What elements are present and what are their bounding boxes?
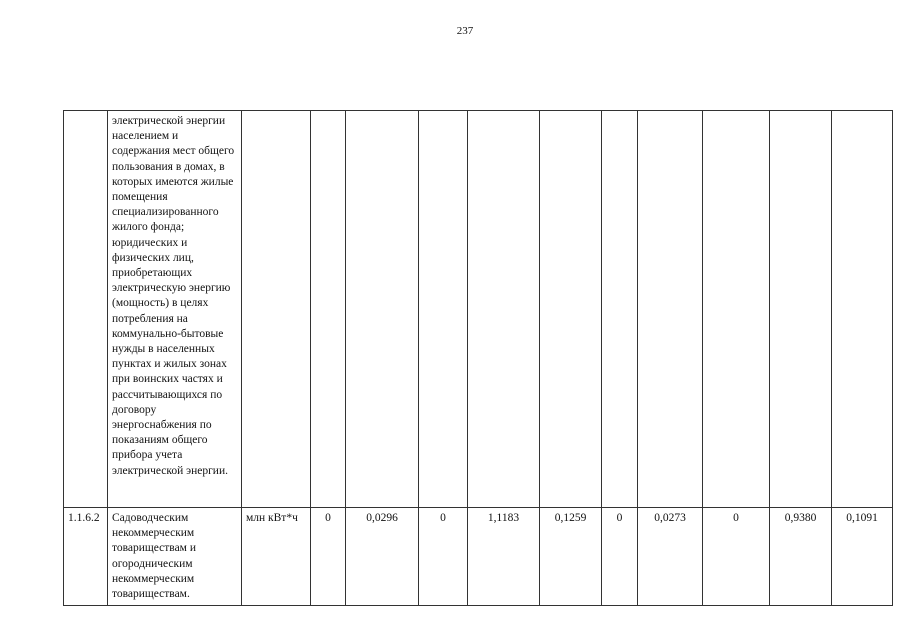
cell-value-2 [346, 111, 419, 508]
cell-value-5 [540, 111, 602, 508]
cell-value-6: 0 [602, 508, 638, 606]
cell-value-10: 0,1091 [832, 508, 893, 606]
cell-value-7: 0,0273 [638, 508, 703, 606]
cell-value-9 [770, 111, 832, 508]
cell-unit [242, 111, 311, 508]
cell-code [64, 111, 108, 508]
page-number: 237 [456, 25, 474, 37]
cell-value-1 [311, 111, 346, 508]
cell-value-5: 0,1259 [540, 508, 602, 606]
cell-value-3 [419, 111, 468, 508]
cell-value-9: 0,9380 [770, 508, 832, 606]
cell-name: электрической энергии населением и содержания мест общего пользования в домах, в которых имеются жилые помещения специализированного жилого фонда; юридических и физических лиц, приобретающих электрическую энергию (мощность) в целях потребления на коммунально-бытовые нужды в населенных пунктах и жилых зонах при воинских частях и рассчитывающихся по договору энергоснабжения по показаниям общего прибора учета электрической энергии. [108, 111, 242, 508]
cell-value-6 [602, 111, 638, 508]
cell-value-3: 0 [419, 508, 468, 606]
cell-value-8 [703, 111, 770, 508]
cell-name: Садоводческим некоммерческим товариществам и огородническим некоммерческим товариществам. [108, 508, 242, 606]
cell-code: 1.1.6.2 [64, 508, 108, 606]
cell-value-7 [638, 111, 703, 508]
cell-value-2: 0,0296 [346, 508, 419, 606]
data-table [63, 110, 893, 606]
cell-value-10 [832, 111, 893, 508]
cell-value-1: 0 [311, 508, 346, 606]
table-row-continuation [64, 111, 893, 508]
cell-unit: млн кВт*ч [242, 508, 311, 606]
cell-value-4: 1,1183 [468, 508, 540, 606]
cell-value-4 [468, 111, 540, 508]
table-row-1-1-6-2 [64, 508, 893, 606]
cell-value-8: 0 [703, 508, 770, 606]
